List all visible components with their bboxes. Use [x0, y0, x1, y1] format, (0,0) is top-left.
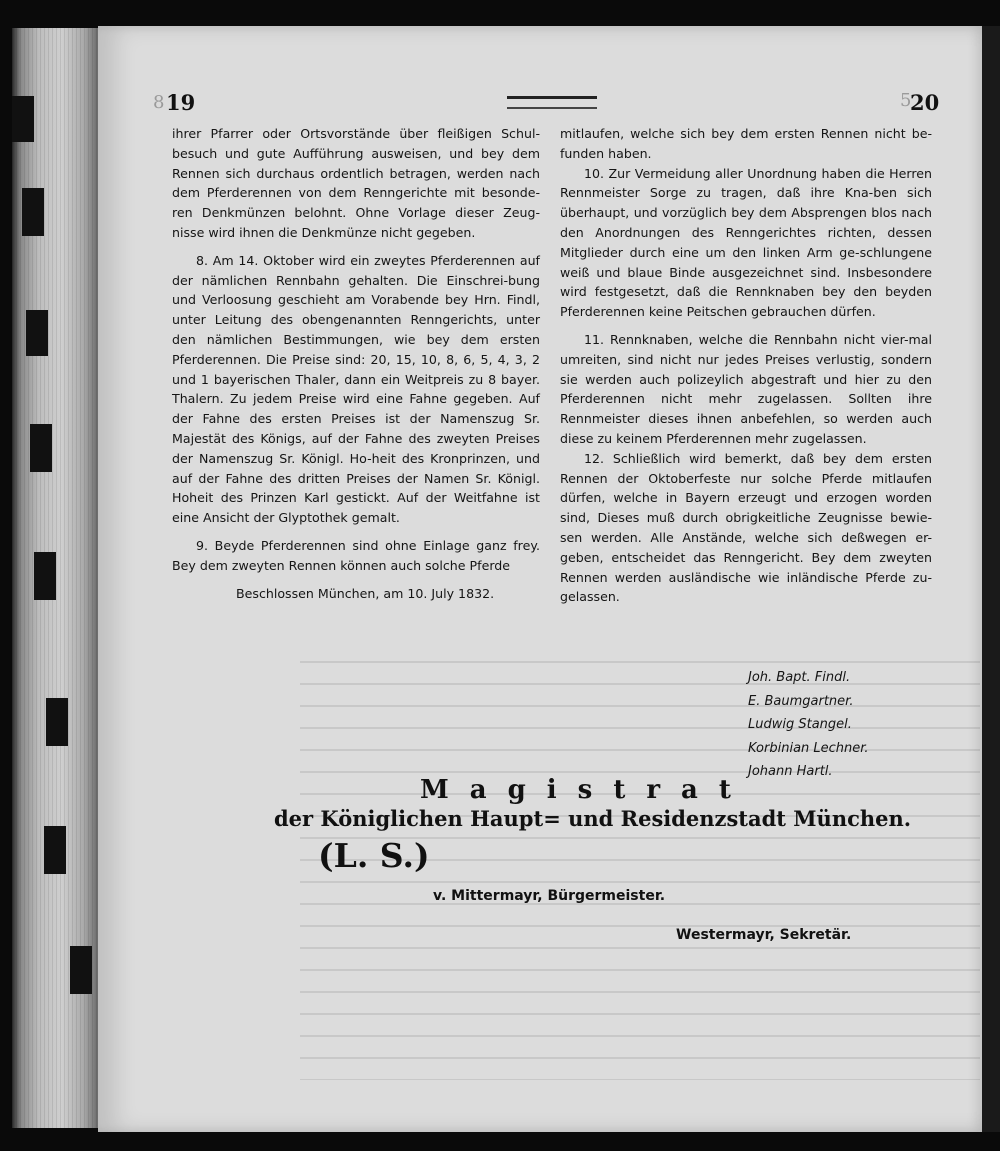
- right-column: [560, 124, 932, 607]
- page-number-right: 20: [910, 90, 940, 115]
- secretary-signature: Westermayr, Sekretär.: [676, 927, 852, 943]
- city-subheading: der Königlichen Haupt= und Residenzstadt München.: [274, 806, 912, 831]
- ghost-page-number-left: 8: [153, 92, 165, 113]
- index-tab: [30, 424, 52, 472]
- index-tab: [12, 96, 34, 142]
- index-tab: [44, 826, 66, 874]
- paragraph-8: 8. Am 14. Oktober wird ein zweytes Pferderennen auf der nämlichen Rennbahn gehalten. Die Einschrei-bung und Verloosung geschieht am Vorabende bey Hrn. Findl, unter Leitung des obengenannten Renngerichts, unter den nämlichen Bestimmungen, wie bey dem ersten Pferderennen. Die Preise sind: 20, 15, 10, 8, 6, 5, 4, 3, 2 und 1 bayerischen Thaler, dann ein Weitpreis zu 8 bayer. Thalern. Zu jedem Preise wird eine Fahne gegeben. Auf der Fahne des ersten Preises ist der Namenszug Sr. Majestät des Königs, auf der Fahne des zweyten Preises der Namenszug Sr. Königl. Ho-heit des Kronprinzen, und auf der Fahne des dritten Preises der Namen Sr. Königl. Hoheit des Prinzen Karl gestickt. Auf der Weitfahne ist eine Ansicht der Glyptothek gemalt.: [172, 252, 540, 526]
- paragraph: mitlaufen, welche sich bey dem ersten Rennen nicht be-funden haben.: [560, 126, 932, 161]
- ghost-page-number-right: 5: [900, 90, 912, 111]
- index-tab: [70, 946, 92, 994]
- magistrat-heading: Magistrat: [420, 775, 752, 805]
- scan-border: [982, 26, 1000, 1132]
- index-tab: [46, 698, 68, 746]
- page-number-left: 19: [166, 90, 196, 115]
- signatory: Korbinian Lechner.: [748, 740, 869, 756]
- signatory: Joh. Bapt. Findl.: [748, 670, 851, 685]
- paragraph-11: 11. Rennknaben, welche die Rennbahn nicht vier-mal umreiten, sind nicht nur jedes Preises verlustig, sondern sie werden auch polizeylich abgestraft und hier zu den Pferderennen nicht mehr zugelassen. Sollten ihre Rennmeister dieses ihnen anbefehlen, so werden auch diese zu keinem Pferderennen mehr zugelassen.: [560, 331, 932, 446]
- paragraph-12: 12. Schließlich wird bemerkt, daß bey dem ersten Rennen der Oktoberfeste nur solche Pferde mitlaufen dürfen, welche in Bayern erzeugt und erzogen worden sind, Dieses muß durch obrigkeitliche Zeugnisse bewie-sen werden. Alle Anstände, welche sich deßwegen er-geben, entscheidet das Renngericht. Bey dem zweyten Rennen werden ausländische wie inländische Pferde zu-gelassen.: [560, 450, 932, 605]
- left-column: [172, 124, 540, 603]
- signatory: Johann Hartl.: [748, 764, 833, 779]
- decision-line: Beschlossen München, am 10. July 1832.: [236, 585, 495, 601]
- seal-placeholder: (L. S.): [318, 836, 430, 875]
- index-tab: [26, 310, 48, 356]
- mayor-signature: v. Mittermayr, Bürgermeister.: [433, 888, 666, 904]
- header-rule: [507, 96, 597, 109]
- signatories: [748, 666, 869, 784]
- index-tab: [22, 188, 44, 236]
- paragraph-10: 10. Zur Vermeidung aller Unordnung haben die Herren Rennmeister Sorge zu tragen, daß ihre Kna-ben sich überhaupt, und vorzüglich bey dem Absprengen blos nach den Anordnungen des Renngerichtes richten, dessen Mitglieder durch eine um den linken Arm ge-schlungene weiß und blaue Binde ausgezeichnet sind. Insbesondere wird festgesetzt, daß die Rennknaben bey den beyden Pferderennen keine Peitschen gebrauchen dürfen.: [560, 165, 932, 320]
- signatory: Ludwig Stangel.: [748, 717, 852, 732]
- paragraph: ihrer Pfarrer oder Ortsvorstände über fleißigen Schul-besuch und gute Aufführung ausweisen, und bey dem Rennen sich durchaus ordentlich betragen, werden nach dem Pferderennen von dem Renngerichte mit besonde-ren Denkmünzen belohnt. Ohne Vorlage dieser Zeug-nisse wird ihnen die Denkmünze nicht gegeben.: [172, 126, 540, 240]
- index-tab: [34, 552, 56, 600]
- paragraph-9: 9. Beyde Pferderennen sind ohne Einlage ganz frey. Bey dem zweyten Rennen können auch solche Pferde: [172, 537, 540, 573]
- signatory: E. Baumgartner.: [748, 693, 854, 709]
